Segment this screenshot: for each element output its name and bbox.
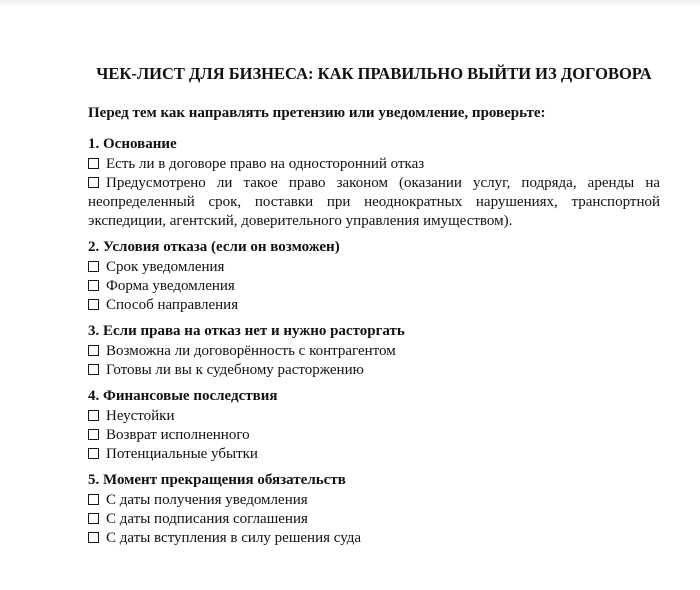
- checklist-item: [88, 510, 660, 529]
- document-page: [0, 6, 700, 548]
- section-usloviya-otkaza: [88, 238, 660, 315]
- checkbox-unchecked-icon[interactable]: [88, 448, 99, 459]
- checkbox-unchecked-icon[interactable]: [88, 364, 99, 375]
- checklist-item-label: С даты получения уведомления: [106, 492, 308, 508]
- checklist-item: [88, 174, 660, 231]
- checklist-item-label: Возможна ли договорённость с контрагентом: [106, 343, 396, 359]
- intro-text: Перед тем как направлять претензию или уведомление, проверьте:: [88, 105, 546, 121]
- checkbox-unchecked-icon[interactable]: [88, 429, 99, 440]
- section-heading: 3. Если права на отказ нет и нужно расторгать: [88, 323, 405, 339]
- checklist-item-label: Готовы ли вы к судебному расторжению: [106, 362, 364, 378]
- checklist-item: [88, 426, 660, 445]
- section-heading: 4. Финансовые последствия: [88, 388, 278, 404]
- checklist-item-label: Способ направления: [106, 297, 239, 313]
- checklist-item: [88, 155, 660, 174]
- checklist-item: [88, 491, 660, 510]
- document-title: ЧЕК-ЛИСТ ДЛЯ БИЗНЕСА: КАК ПРАВИЛЬНО ВЫЙТИ ИЗ ДОГОВОРА: [96, 64, 652, 83]
- checkbox-unchecked-icon[interactable]: [88, 513, 99, 524]
- checklist-item: [88, 342, 660, 361]
- section-heading: 2. Условия отказа (если он возможен): [88, 239, 340, 255]
- checklist-item-label: Потенциальные убытки: [106, 446, 258, 462]
- checklist-item: [88, 258, 660, 277]
- section-finansovye-posledstviya: [88, 387, 660, 464]
- checklist-item-label: Возврат исполненного: [106, 427, 250, 443]
- checkbox-unchecked-icon[interactable]: [88, 177, 99, 188]
- checkbox-unchecked-icon[interactable]: [88, 280, 99, 291]
- checklist-item-label: Форма уведомления: [106, 278, 235, 294]
- section-net-prava-na-otkaz: [88, 322, 660, 380]
- section-heading: 5. Момент прекращения обязательств: [88, 472, 346, 488]
- checklist-item: [88, 361, 660, 380]
- checklist-item: [88, 529, 660, 548]
- section-moment-prekrashcheniya: [88, 471, 660, 548]
- checklist-item-label: С даты вступления в силу решения суда: [106, 530, 362, 546]
- checkbox-unchecked-icon[interactable]: [88, 299, 99, 310]
- checklist-item-label: Есть ли в договоре право на односторонний отказ: [106, 156, 425, 172]
- checklist-item-label: Неустойки: [106, 408, 175, 424]
- checkbox-unchecked-icon[interactable]: [88, 158, 99, 169]
- checklist-item: [88, 296, 660, 315]
- checklist-item: [88, 445, 660, 464]
- checklist-item: [88, 407, 660, 426]
- section-osnovanie: [88, 135, 660, 231]
- checklist-item-label: Предусмотрено ли такое право законом (оказании услуг, подряда, аренды на неопределенный срок, поставки при неоднократных нарушениях, транспортной экспедиции, агентский, доверительного управления имуществом).: [88, 175, 660, 229]
- checklist-item: [88, 277, 660, 296]
- checklist-item-label: Срок уведомления: [106, 259, 225, 275]
- checklist-item-label: С даты подписания соглашения: [106, 511, 308, 527]
- checkbox-unchecked-icon[interactable]: [88, 494, 99, 505]
- section-heading: 1. Основание: [88, 136, 177, 152]
- checkbox-unchecked-icon[interactable]: [88, 261, 99, 272]
- checkbox-unchecked-icon[interactable]: [88, 410, 99, 421]
- checkbox-unchecked-icon[interactable]: [88, 345, 99, 356]
- checkbox-unchecked-icon[interactable]: [88, 532, 99, 543]
